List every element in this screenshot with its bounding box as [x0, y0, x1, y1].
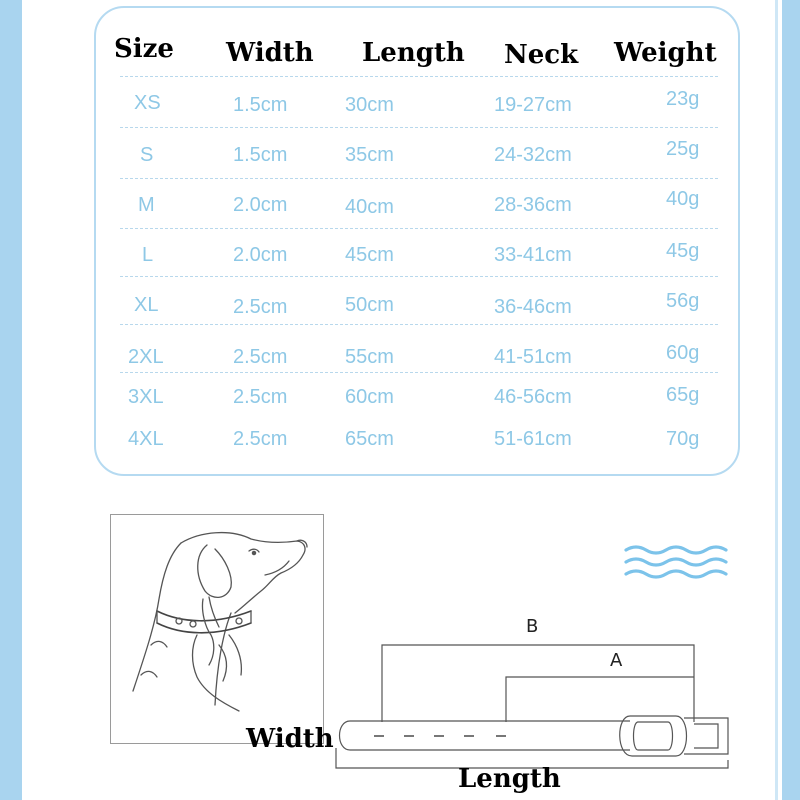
- cell-length: 30cm: [345, 94, 394, 116]
- cell-size: S: [140, 144, 154, 166]
- cell-length: 35cm: [345, 144, 394, 166]
- cell-size: L: [142, 244, 154, 266]
- header-length: Length: [362, 38, 465, 68]
- header-neck: Neck: [504, 40, 579, 70]
- cell-neck: 51-61cm: [494, 428, 572, 450]
- cell-width: 2.0cm: [233, 194, 288, 216]
- dimension-label-b: B: [526, 616, 539, 637]
- cell-weight: 65g: [666, 384, 700, 406]
- cell-weight: 40g: [666, 188, 700, 210]
- cell-neck: 41-51cm: [494, 346, 572, 368]
- cell-weight: 70g: [666, 428, 700, 450]
- cell-neck: 19-27cm: [494, 94, 572, 116]
- cell-width: 2.5cm: [233, 296, 288, 318]
- cell-width: 2.5cm: [233, 386, 288, 408]
- cell-width: 1.5cm: [233, 94, 288, 116]
- cell-width: 2.0cm: [233, 244, 288, 266]
- cell-size: 3XL: [128, 386, 164, 408]
- cell-width: 1.5cm: [233, 144, 288, 166]
- cell-size: 4XL: [128, 428, 164, 450]
- cell-length: 50cm: [345, 294, 394, 316]
- cell-size: XS: [134, 92, 161, 114]
- cell-neck: 36-46cm: [494, 296, 572, 318]
- dimension-label-width: Width: [246, 724, 334, 754]
- cell-neck: 28-36cm: [494, 194, 572, 216]
- cell-neck: 33-41cm: [494, 244, 572, 266]
- cell-width: 2.5cm: [233, 428, 288, 450]
- header-width: Width: [226, 38, 314, 68]
- cell-length: 45cm: [345, 244, 394, 266]
- cell-weight: 23g: [666, 88, 700, 110]
- cell-weight: 56g: [666, 290, 700, 312]
- cell-length: 60cm: [345, 386, 394, 408]
- cell-size: XL: [134, 294, 159, 316]
- cell-weight: 60g: [666, 342, 700, 364]
- cell-length: 55cm: [345, 346, 394, 368]
- cell-length: 40cm: [345, 196, 394, 218]
- dimension-label-a: A: [610, 650, 623, 671]
- cell-weight: 45g: [666, 240, 700, 262]
- cell-size: M: [138, 194, 155, 216]
- cell-weight: 25g: [666, 138, 700, 160]
- cell-neck: 46-56cm: [494, 386, 572, 408]
- cell-length: 65cm: [345, 428, 394, 450]
- cell-size: 2XL: [128, 346, 164, 368]
- cell-width: 2.5cm: [233, 346, 288, 368]
- dimension-label-length: Length: [458, 764, 561, 794]
- cell-neck: 24-32cm: [494, 144, 572, 166]
- header-weight: Weight: [614, 38, 717, 68]
- header-size: Size: [114, 34, 174, 64]
